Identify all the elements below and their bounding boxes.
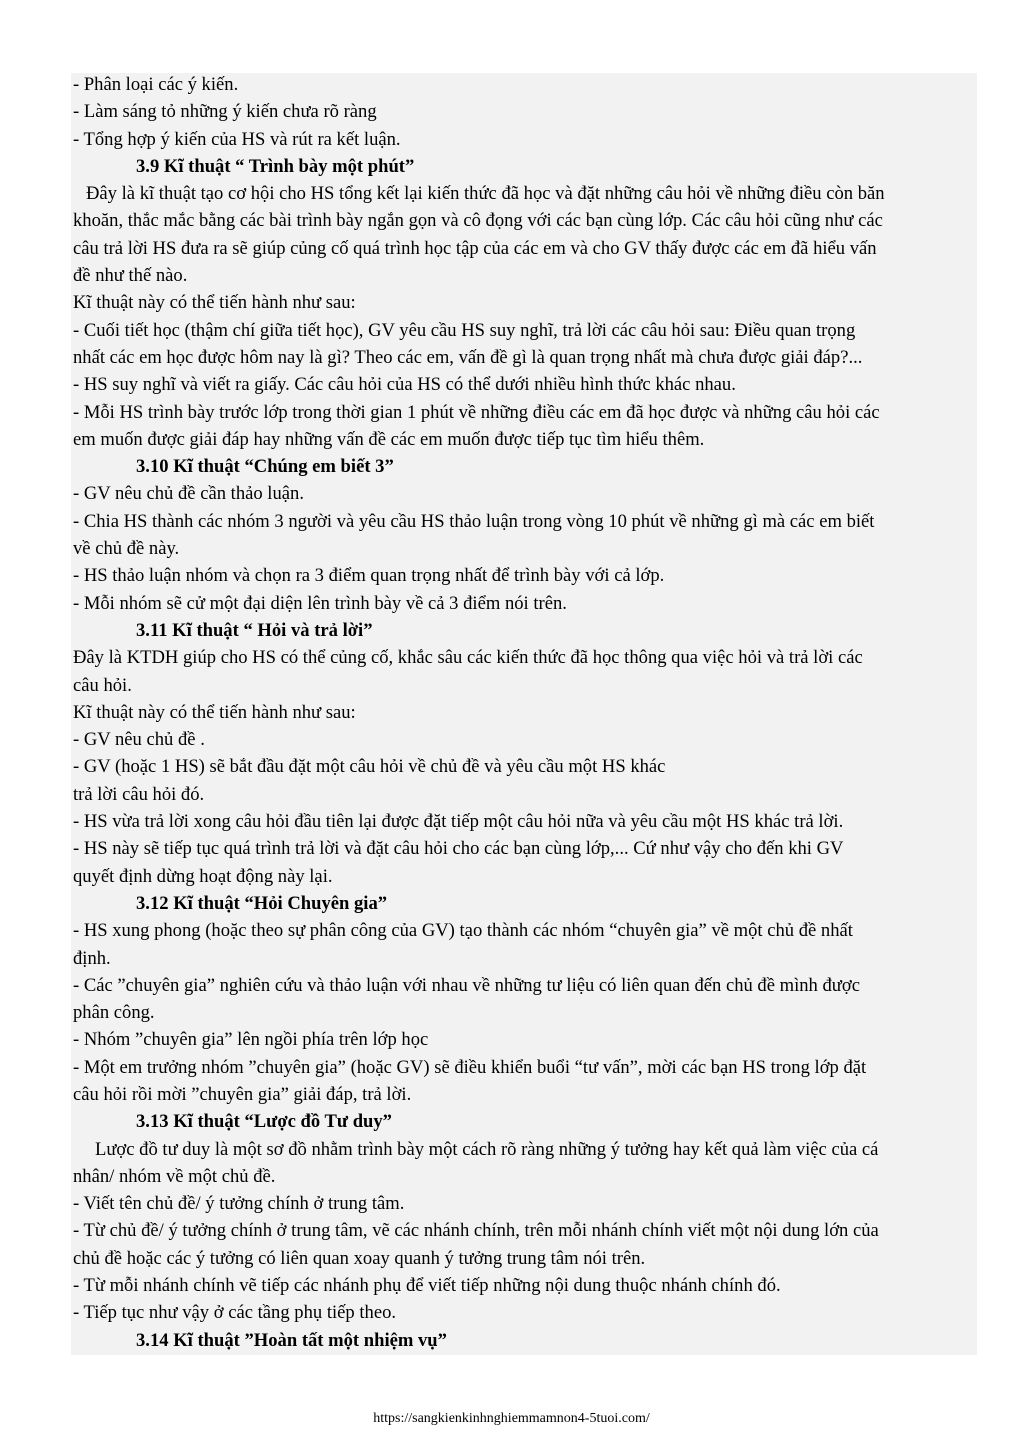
paragraph-line: - GV (hoặc 1 HS) sẽ bắt đầu đặt một câu hỏi về chủ đề và yêu cầu một HS khác	[73, 756, 666, 778]
paragraph-line: khoăn, thắc mắc bằng các bài trình bày ngắn gọn và cô đọng với các bạn cùng lớp. Các câu hỏi cũng như các	[73, 210, 883, 232]
paragraph-line: - Tổng hợp ý kiến của HS và rút ra kết luận.	[73, 128, 401, 150]
paragraph-line: - HS suy nghĩ và viết ra giấy. Các câu hỏi của HS có thể dưới nhiều hình thức khác nhau.	[73, 374, 736, 396]
footer-url[interactable]: https://sangkienkinhnghiemmamnon4-5tuoi.com/	[373, 1411, 650, 1426]
paragraph-line: - Tiếp tục như vậy ở các tầng phụ tiếp theo.	[73, 1302, 397, 1324]
paragraph-line: em muốn được giải đáp hay những vấn đề các em muốn được tiếp tục tìm hiểu thêm.	[73, 428, 705, 450]
paragraph-line: - GV nêu chủ đề cần thảo luận.	[73, 483, 304, 505]
paragraph-line: đề như thế nào.	[73, 265, 188, 287]
paragraph-line: Lược đồ tư duy là một sơ đồ nhằm trình bày một cách rõ ràng những ý tưởng hay kết quả làm việc của cá	[95, 1138, 879, 1160]
document-body	[73, 71, 976, 1354]
section-heading: 3.12 Kĩ thuật “Hỏi Chuyên gia”	[136, 892, 388, 914]
paragraph-line: - Làm sáng tỏ những ý kiến chưa rõ ràng	[73, 101, 377, 123]
paragraph-line: - HS thảo luận nhóm và chọn ra 3 điểm quan trọng nhất để trình bày với cả lớp.	[73, 565, 665, 587]
paragraph-line: nhân/ nhóm về một chủ đề.	[73, 1165, 276, 1187]
section-heading: 3.13 Kĩ thuật “Lược đồ Tư duy”	[136, 1111, 392, 1133]
paragraph-line: Kĩ thuật này có thể tiến hành như sau:	[73, 701, 356, 723]
paragraph-line: - HS này sẽ tiếp tục quá trình trả lời và đặt câu hỏi cho các bạn cùng lớp,... Cứ như vậy cho đến khi GV	[73, 838, 844, 860]
paragraph-line: câu trả lời HS đưa ra sẽ giúp củng cố quá trình học tập của các em và cho GV thấy được các em đã hiểu vấn	[73, 237, 877, 259]
section-heading: 3.10 Kĩ thuật “Chúng em biết 3”	[136, 456, 394, 478]
paragraph-line: câu hỏi rồi mời ”chuyên gia” giải đáp, trả lời.	[73, 1083, 412, 1105]
paragraph-line: nhất các em học được hôm nay là gì? Theo các em, vấn đề gì là quan trọng nhất mà chưa được giải đáp?...	[73, 346, 863, 368]
paragraph-line: trả lời câu hỏi đó.	[73, 783, 205, 805]
paragraph-line: - Phân loại các ý kiến.	[73, 74, 239, 95]
paragraph-line: - Các ”chuyên gia” nghiên cứu và thảo luận với nhau về những tư liệu có liên quan đến chủ đề mình được	[73, 974, 860, 996]
paragraph-line: Đây là KTDH giúp cho HS có thể củng cố, khắc sâu các kiến thức đã học thông qua việc hỏi và trả lời các	[73, 647, 863, 669]
paragraph-line: - Cuối tiết học (thậm chí giữa tiết học), GV yêu cầu HS suy nghĩ, trả lời các câu hỏi sau: Điều quan trọng	[73, 319, 856, 341]
paragraph-line: phân công.	[73, 1002, 155, 1024]
paragraph-line: - HS xung phong (hoặc theo sự phân công của GV) tạo thành các nhóm “chuyên gia” về một chủ đề nhất	[73, 920, 853, 942]
paragraph-line: Đây là kĩ thuật tạo cơ hội cho HS tổng kết lại kiến thức đã học và đặt những câu hỏi về những điều còn băn	[86, 183, 885, 205]
paragraph-line: chủ đề hoặc các ý tưởng có liên quan xoay quanh ý tưởng trung tâm nói trên.	[73, 1247, 646, 1269]
paragraph-line: - Mỗi HS trình bày trước lớp trong thời gian 1 phút về những điều các em đã học được và những câu hỏi các	[73, 401, 880, 423]
paragraph-line: quyết định dừng hoạt động này lại.	[73, 865, 333, 887]
paragraph-line: - Nhóm ”chuyên gia” lên ngồi phía trên lớp học	[73, 1029, 429, 1051]
paragraph-line: - GV nêu chủ đề .	[73, 729, 205, 751]
paragraph-line: - Từ mỗi nhánh chính vẽ tiếp các nhánh phụ để viết tiếp những nội dung thuộc nhánh chính đó.	[73, 1275, 781, 1297]
paragraph-line: về chủ đề này.	[73, 538, 180, 560]
paragraph-line: - Viết tên chủ đề/ ý tưởng chính ở trung tâm.	[73, 1193, 405, 1215]
section-heading: 3.14 Kĩ thuật ”Hoàn tất một nhiệm vụ”	[136, 1329, 447, 1351]
paragraph-line: câu hỏi.	[73, 674, 132, 696]
paragraph-line: - Từ chủ đề/ ý tưởng chính ở trung tâm, vẽ các nhánh chính, trên mỗi nhánh chính viết một nội dung lớn của	[73, 1220, 879, 1242]
section-heading: 3.9 Kĩ thuật “ Trình bày một phút”	[136, 155, 415, 177]
section-heading: 3.11 Kĩ thuật “ Hỏi và trả lời”	[136, 619, 373, 641]
paragraph-line: - Mỗi nhóm sẽ cử một đại diện lên trình bày về cả 3 điểm nói trên.	[73, 592, 567, 614]
paragraph-line: Kĩ thuật này có thể tiến hành như sau:	[73, 292, 356, 314]
paragraph-line: - Chia HS thành các nhóm 3 người và yêu cầu HS thảo luận trong vòng 10 phút về những gì mà các em biết	[73, 510, 875, 532]
paragraph-line: định.	[73, 947, 111, 969]
paragraph-line: - HS vừa trả lời xong câu hỏi đầu tiên lại được đặt tiếp một câu hỏi nữa và yêu cầu một HS khác trả lời.	[73, 811, 844, 833]
paragraph-line: - Một em trưởng nhóm ”chuyên gia” (hoặc GV) sẽ điều khiển buổi “tư vấn”, mời các bạn HS trong lớp đặt	[73, 1056, 867, 1078]
